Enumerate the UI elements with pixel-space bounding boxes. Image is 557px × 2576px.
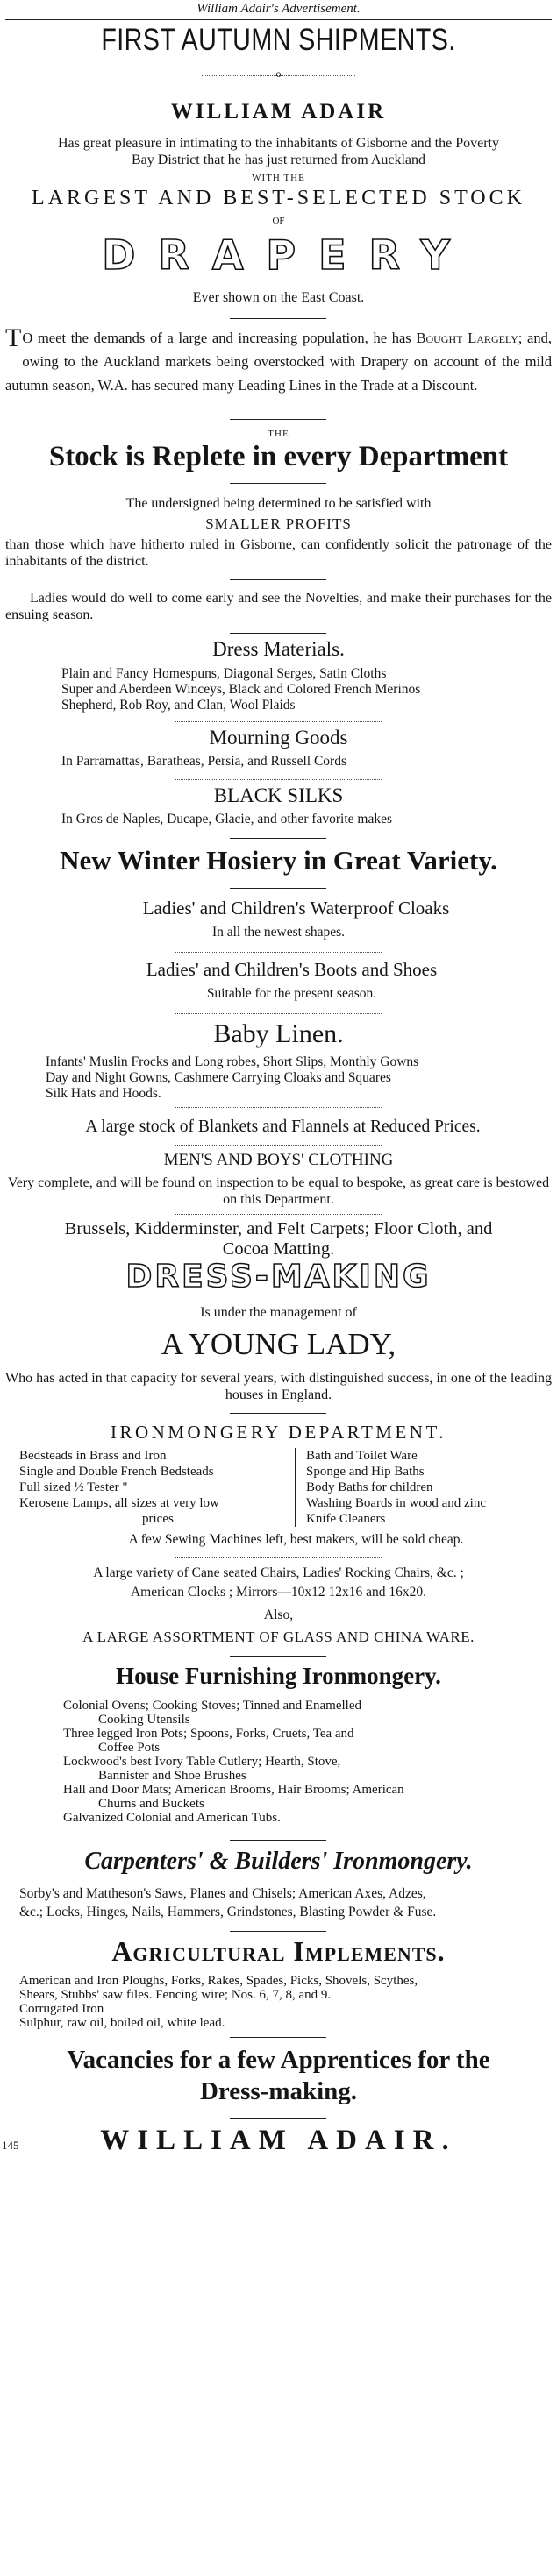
dotted-rule [175,952,382,953]
column-divider [295,1448,296,1527]
dressmaking-under: Is under the management of [200,1305,357,1320]
black-silks-line: In Gros de Naples, Ducape, Glacie, and other favorite makes [61,812,393,827]
ironmongery-left-item: Bedsteads in Brass and Iron [19,1449,167,1463]
dotted-rule [175,779,382,780]
house-furnishing-line: Cooking Utensils [98,1713,190,1727]
footer-name: WILLIAM ADAIR. [100,2125,457,2156]
stock-line: LARGEST AND BEST-SELECTED STOCK [32,187,525,209]
short-rule-13 [230,2118,326,2119]
intro-line-2: Bay District that he has just returned from Auckland [131,153,426,167]
short-rule-4 [230,579,326,580]
header-rule [5,19,552,20]
carpenters-line-2: &c.; Locks, Hinges, Nails, Hammers, Grindstones, Blasting Powder & Fuse. [19,1905,437,1920]
house-furnishing-line: Churns and Buckets [98,1797,204,1811]
cloaks-heading: Ladies' and Children's Waterproof Cloaks [142,898,450,919]
glass-china-line: A LARGE ASSORTMENT OF GLASS AND CHINA WARE. [82,1629,475,1645]
ironmongery-left-item: prices [142,1512,174,1526]
dotted-rule [175,721,382,722]
baby-linen-heading: Baby Linen. [213,1019,344,1048]
black-silks-heading: BLACK SILKS [213,784,344,806]
dotted-rule [175,1145,382,1146]
ornament: o [275,67,282,80]
short-rule [230,318,326,319]
short-rule-11 [230,1931,326,1932]
dropcap: T [5,323,22,352]
vacancies-line-2: Dress-making. [199,2077,358,2105]
the-label: THE [268,429,289,439]
boots-line: Suitable for the present season. [206,986,377,1001]
short-rule-9 [230,1656,326,1657]
stock-replete-headline: Stock is Replete in every Department [48,441,509,472]
house-furnishing-line: Coffee Pots [98,1741,161,1755]
agricultural-line: Sulphur, raw oil, boiled oil, white lead. [19,2016,225,2030]
mourning-heading: Mourning Goods [209,727,348,749]
mourning-line: In Parramattas, Baratheas, Persia, and Russell Cords [61,754,346,769]
house-furnishing-line: Colonial Ovens; Cooking Stoves; Tinned and Enamelled [63,1699,361,1713]
dressmaking-line: Who has acted in that capacity for several years, with distinguished success, in one of the leading houses in England. [5,1371,552,1402]
carpets-line-2: Cocoa Matting. [222,1239,335,1259]
running-head: William Adair's Advertisement. [196,2,361,16]
profits-line-1: The undersigned being determined to be satisfied with [125,496,432,511]
chairs-line-2: American Clocks ; Mirrors—10x12 12x16 and 16x20. [130,1585,427,1600]
boots-heading: Ladies' and Children's Boots and Shoes [146,959,438,980]
dress-materials-list [61,666,552,713]
ironmongery-right-item: Body Baths for children [306,1480,433,1494]
mens-clothing-heading: MEN'S AND BOYS' CLOTHING [163,1151,394,1169]
short-rule-8 [230,1413,326,1414]
carpets-line-1: Brussels, Kidderminster, and Felt Carpets; Floor Cloth, and [64,1219,493,1238]
ironmongery-right-item: Knife Cleaners [306,1512,386,1526]
blankets-line: A large stock of Blankets and Flannels at Reduced Prices. [85,1118,481,1136]
bought-largely-text: Bought Largely [416,330,518,346]
smaller-profits: SMALLER PROFITS [205,515,352,532]
short-rule-2 [230,419,326,420]
ironmongery-right-item: Sponge and Hip Baths [306,1465,425,1479]
ironmongery-right-item: Bath and Toilet Ware [306,1449,418,1463]
demands-text-after: ; and, owing to the Auckland markets being overstocked with Drapery on account of the mild autumn season, W.A. has secured many Leading Lines in the Trade at a Discount. [5,330,552,394]
ever-shown-line: Ever shown on the East Coast. [192,290,365,305]
demands-paragraph [5,323,552,397]
merchant-name: WILLIAM ADAIR [170,100,387,124]
agricultural-line: American and Iron Ploughs, Forks, Rakes, Spades, Picks, Shovels, Scythes, [19,1974,418,1988]
dotted-rule [175,1013,382,1014]
drapery-heading: DRAPERY [102,231,473,279]
baby-linen-line: Silk Hats and Hoods. [46,1086,161,1101]
short-rule-10 [230,1840,326,1841]
baby-linen-line: Day and Night Gowns, Cashmere Carrying Cloaks and Squares [46,1070,391,1085]
cloaks-line: In all the newest shapes. [211,925,346,940]
ironmongery-left-item: Single and Double French Bedsteads [19,1465,214,1479]
ironmongery-left-item: Full sized ½ Tester " [19,1480,128,1494]
house-furnishing-list [63,1699,552,1825]
sewing-machines-line: A few Sewing Machines left, best makers, will be sold cheap. [128,1532,464,1547]
short-rule-6 [230,838,326,839]
ironmongery-left-item: Kerosene Lamps, all sizes at very low [19,1496,219,1510]
short-rule-12 [230,2037,326,2038]
dotted-rule [175,1214,382,1215]
ladies-notice: Ladies would do well to come early and see the Novelties, and make their purchases for the ensuing season. [5,591,552,622]
hosiery-headline: New Winter Hosiery in Great Variety. [60,845,497,876]
house-furnishing-line: Lockwood's best Ivory Table Cutlery; Hearth, Stove, [63,1755,341,1769]
demands-text-before: O meet the demands of a large and increasing population, he has [22,330,417,346]
ironmongery-columns [5,1448,552,1531]
dotted-rule [175,1107,382,1108]
ironmongery-right-column [306,1448,552,1527]
dress-materials-line: Shepherd, Rob Roy, and Clan, Wool Plaids [61,698,296,713]
agricultural-line: Shears, Stubbs' saw files. Fencing wire; Nos. 6, 7, 8, and 9. [19,1988,332,2002]
short-rule-7 [230,888,326,889]
baby-linen-list [46,1054,552,1102]
carpenters-heading: Carpenters' & Builders' Ironmongery. [84,1848,473,1875]
dress-materials-line: Plain and Fancy Homespuns, Diagonal Serges, Satin Cloths [61,666,387,681]
mens-clothing-line: Very complete, and will be found on inspection to be equal to bespoke, as great care is bestowed on this Department. [7,1175,550,1207]
dotted-rule [175,1557,382,1558]
agricultural-heading: Agricultural Implements. [111,1935,446,1967]
dressmaking-heading: DRESS-MAKING [125,1259,432,1295]
of-label: OF [272,216,285,226]
young-lady-heading: A YOUNG LADY, [161,1327,396,1361]
ironmongery-heading: IRONMONGERY DEPARTMENT. [111,1422,446,1443]
carpenters-line-1: Sorby's and Mattheson's Saws, Planes and Chisels; American Axes, Adzes, [19,1886,426,1901]
agricultural-list [19,1974,552,2030]
house-furnishing-line: Hall and Door Mats; American Brooms, Hair Brooms; American [63,1783,404,1797]
page-number: 145 [2,2139,19,2152]
house-furnishing-line: Bannister and Shoe Brushes [98,1769,246,1783]
house-furnishing-heading: House Furnishing Ironmongery. [116,1663,441,1689]
house-furnishing-line: Three legged Iron Pots; Spoons, Forks, Cruets, Tea and [63,1727,354,1741]
profits-line-2: than those which have hitherto ruled in Gisborne, can confidently solicit the patronage of the inhabitants of the district. [5,537,552,569]
vacancies-line-1: Vacancies for a few Apprentices for the [67,2046,490,2074]
short-rule-3 [230,483,326,484]
page-title: FIRST AUTUMN SHIPMENTS. [101,23,456,57]
short-rule-5 [230,633,326,634]
ironmongery-left-column [19,1448,282,1527]
house-furnishing-line: Galvanized Colonial and American Tubs. [63,1811,281,1825]
dress-materials-line: Super and Aberdeen Winceys, Black and Colored French Merinos [61,682,421,697]
agricultural-line: Corrugated Iron [19,2002,104,2016]
intro-line-1: Has great pleasure in intimating to the inhabitants of Gisborne and the Poverty [58,136,499,151]
chairs-line-1: A large variety of Cane seated Chairs, Ladies' Rocking Chairs, &c. ; [93,1565,464,1580]
with-the-label: WITH THE [252,173,305,183]
baby-linen-line: Infants' Muslin Frocks and Long robes, Short Slips, Monthly Gowns [46,1054,419,1069]
also-label: Also, [263,1607,294,1622]
dress-materials-heading: Dress Materials. [212,638,345,660]
ironmongery-right-item: Washing Boards in wood and zinc [306,1496,487,1510]
